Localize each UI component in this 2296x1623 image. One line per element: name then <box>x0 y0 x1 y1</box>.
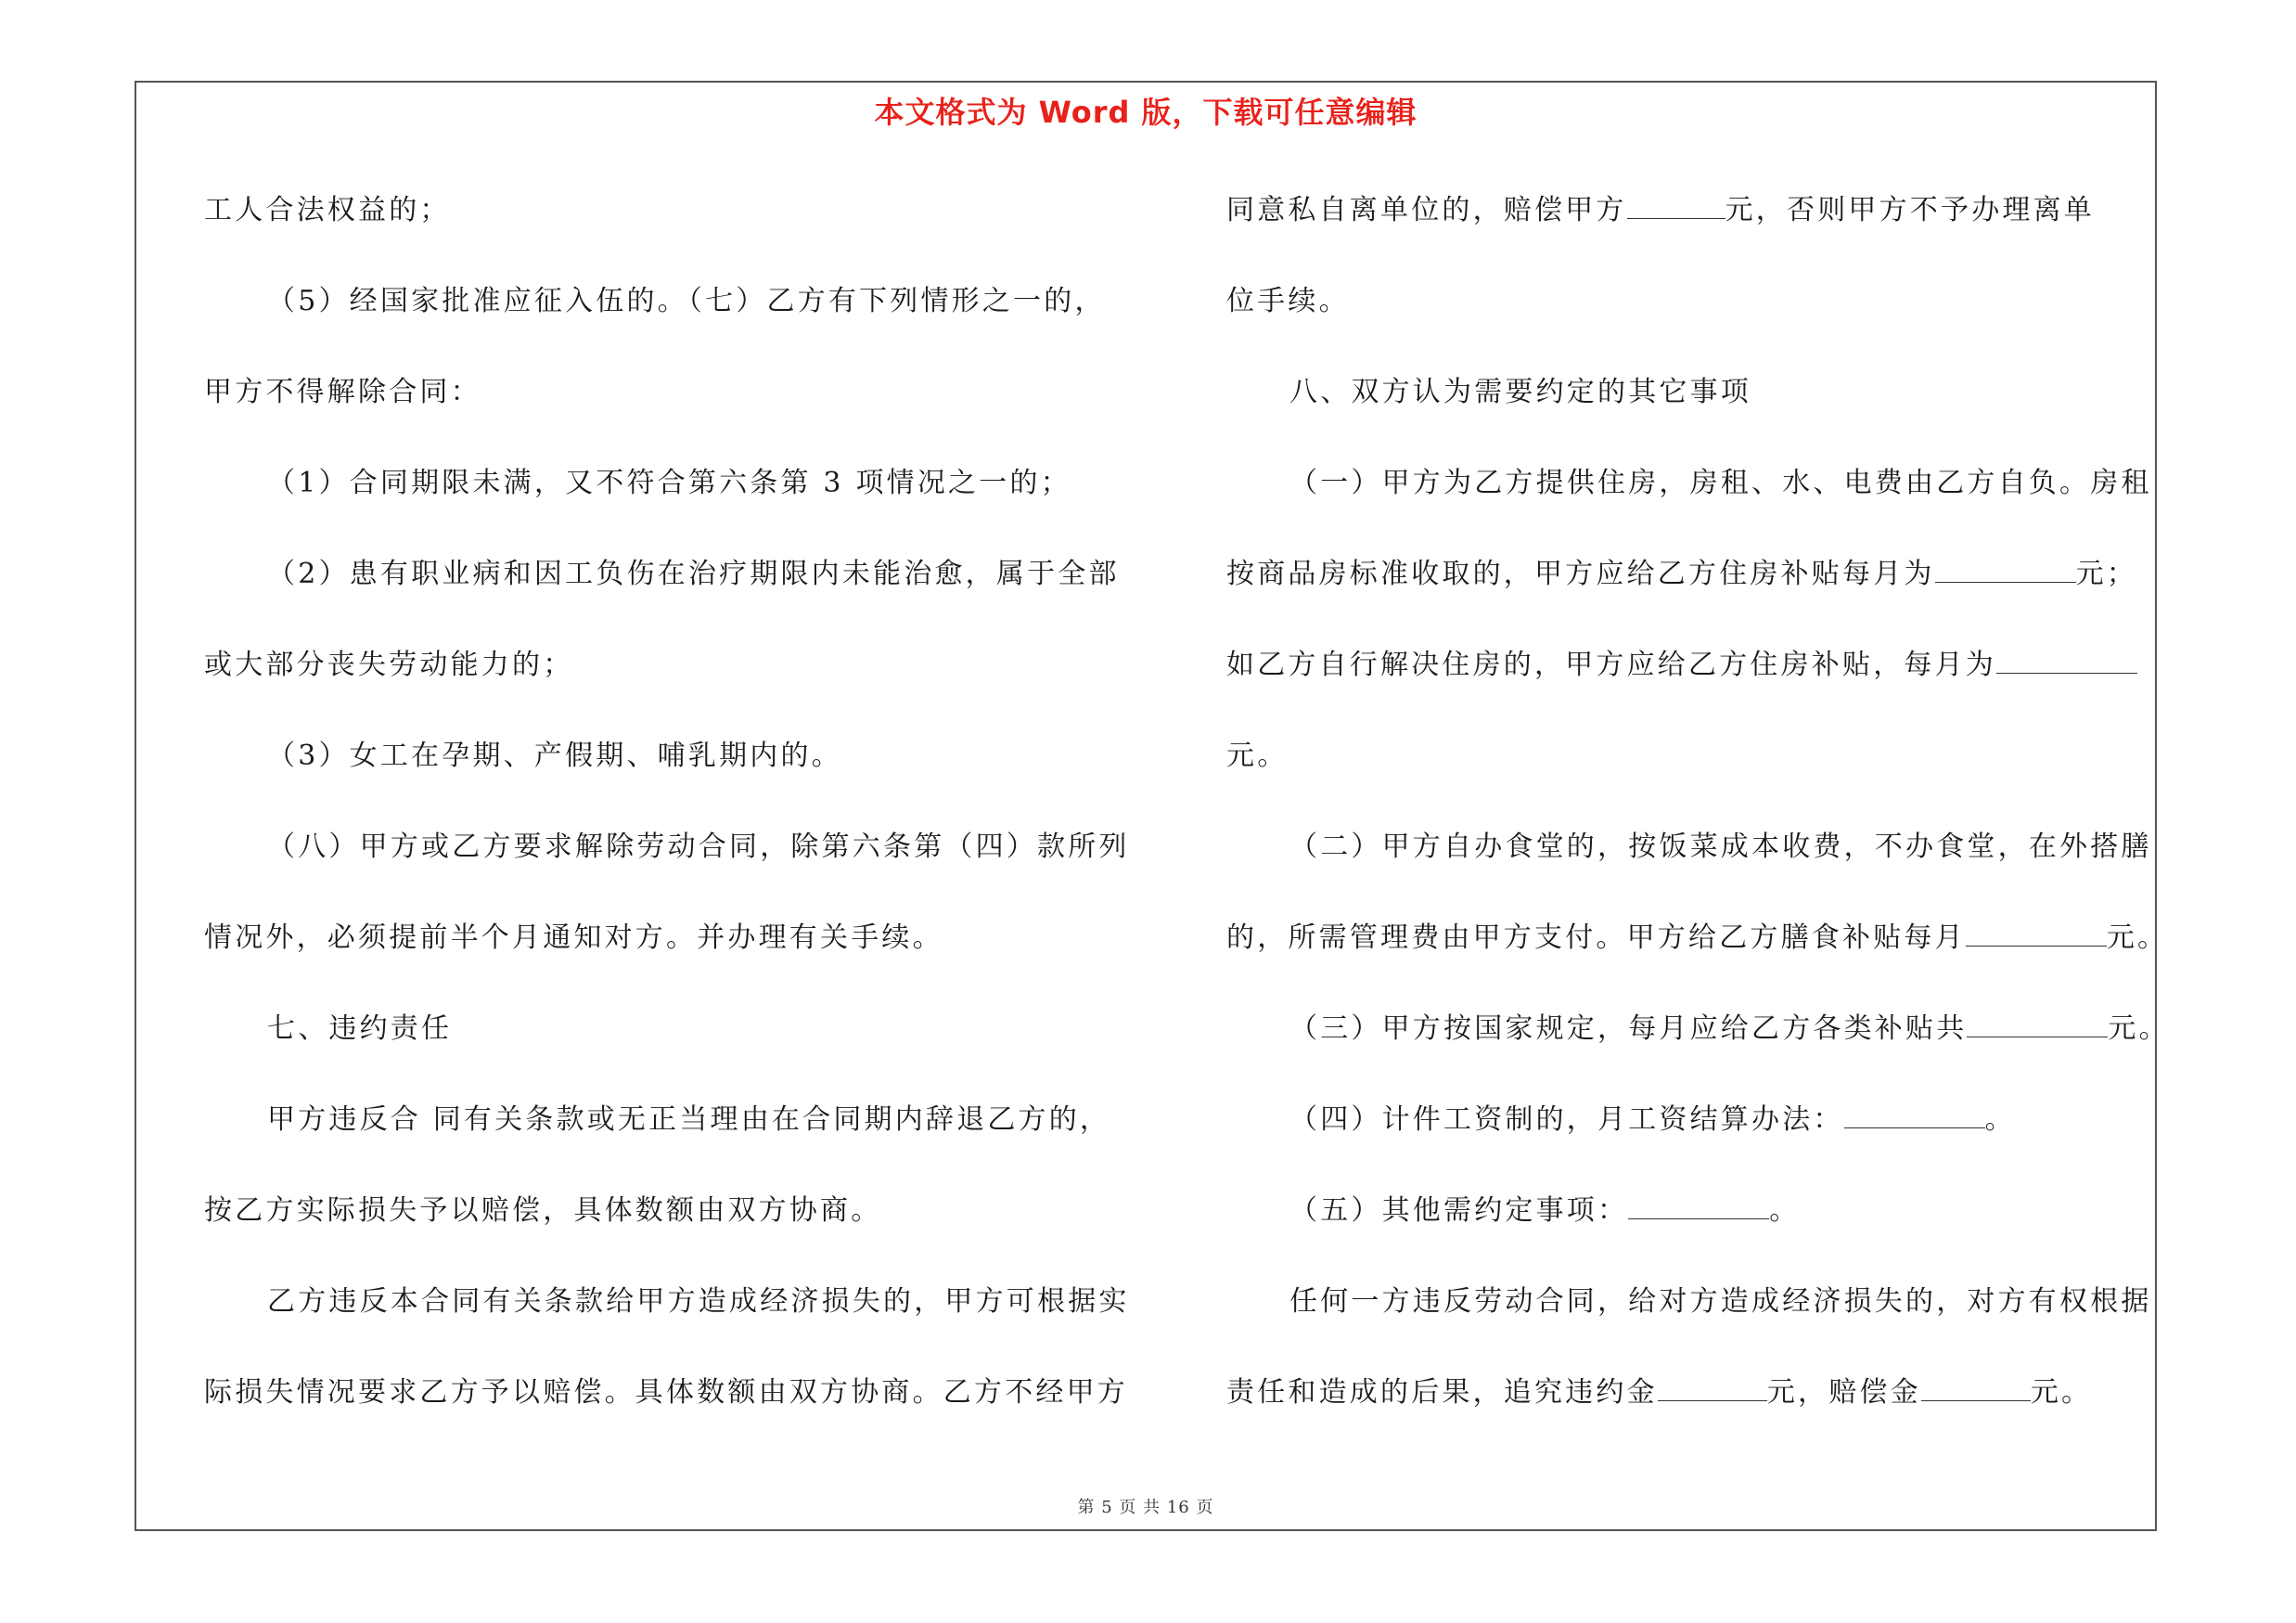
text-segment: 元。 <box>2108 1012 2170 1045</box>
fill-blank <box>1996 639 2137 674</box>
text-segment: 或大部分丧失劳动能力的； <box>204 649 574 681</box>
right-column <box>1226 182 2170 1455</box>
text-segment: 同意私自离单位的，赔偿甲方 <box>1226 194 1627 226</box>
right-line-5 <box>1226 546 2163 637</box>
right-line-9 <box>1226 909 2169 1000</box>
left-line-11 <box>204 1091 1132 1182</box>
text-segment: 。 <box>1984 1103 2016 1136</box>
fill-blank <box>1966 912 2107 947</box>
left-line-12 <box>204 1182 1132 1273</box>
section-heading: 七、违约责任 <box>267 1012 453 1045</box>
word-format-banner: 本文格式为 Word 版，下载可任意编辑 <box>874 95 1417 130</box>
right-line-6 <box>1226 637 2163 728</box>
text-segment: 情况外，必须提前半个月通知对方。并办理有关手续。 <box>204 921 943 954</box>
text-segment: 按商品房标准收取的，甲方应给乙方住房补贴每月为 <box>1226 558 1935 590</box>
left-line-14 <box>204 1364 1132 1455</box>
text-segment: 。 <box>1769 1194 1801 1227</box>
right-line-10 <box>1226 1000 2170 1091</box>
text-segment: 元，否则甲方不予办理离单 <box>1725 194 2096 226</box>
text-segment: 任何一方违反劳动合同，给对方造成经济损失的，对方有权根据 <box>1289 1285 2152 1318</box>
text-segment: 甲方违反合 同有关条款或无正当理由在合同期内辞退乙方的， <box>267 1103 1111 1136</box>
right-line-12 <box>1226 1182 2163 1273</box>
fill-blank <box>1935 548 2076 583</box>
text-segment: 元。 <box>2106 921 2169 954</box>
text-segment: 元。 <box>1226 740 1289 772</box>
right-line-13 <box>1226 1273 2163 1364</box>
left-line-3 <box>204 364 1132 455</box>
section-heading: 八、双方认为需要约定的其它事项 <box>1289 376 1751 408</box>
left-line-6 <box>204 637 1132 728</box>
text-segment: （3）女工在孕期、产假期、哺乳期内的。 <box>267 740 842 772</box>
fill-blank <box>1967 1003 2108 1037</box>
right-line-4 <box>1226 455 2163 546</box>
right-line-8 <box>1226 818 2163 909</box>
text-segment: （一）甲方为乙方提供住房，房租、水、电费由乙方自负。房租 <box>1289 467 2152 499</box>
right-line-2 <box>1226 273 2163 364</box>
text-segment: 元，赔偿金 <box>1766 1376 1921 1409</box>
fill-blank <box>1844 1094 1985 1128</box>
text-segment: 甲方不得解除合同： <box>204 376 481 408</box>
text-segment: 乙方违反本合同有关条款给甲方造成经济损失的，甲方可根据实 <box>267 1285 1130 1318</box>
text-segment: 元； <box>2075 558 2138 590</box>
text-segment: 如乙方自行解决住房的，甲方应给乙方住房补贴，每月为 <box>1226 649 1996 681</box>
left-line-10 <box>204 1000 1132 1091</box>
text-segment: 际损失情况要求乙方予以赔偿。具体数额由双方协商。乙方不经甲方 <box>204 1376 1128 1409</box>
left-line-1 <box>204 182 1132 273</box>
text-segment: （八）甲方或乙方要求解除劳动合同，除第六条第（四）款所列 <box>267 831 1130 863</box>
text-segment: 的，所需管理费由甲方支付。甲方给乙方膳食补贴每月 <box>1226 921 1966 954</box>
right-line-1 <box>1226 182 2163 273</box>
text-segment: （1）合同期限未满，又不符合第六条第 3 项情况之一的； <box>267 467 1071 499</box>
fill-blank <box>1921 1367 2031 1401</box>
text-segment: 工人合法权益的； <box>204 194 451 226</box>
fill-blank <box>1658 1367 1767 1401</box>
left-line-13 <box>204 1273 1132 1364</box>
left-line-2 <box>204 273 1132 364</box>
fill-blank <box>1628 1185 1769 1219</box>
text-segment: （五）其他需约定事项： <box>1289 1194 1629 1227</box>
left-column <box>204 182 1132 1455</box>
left-line-5 <box>204 546 1132 637</box>
left-line-8 <box>204 818 1132 909</box>
page-number-footer: 第 5 页 共 16 页 <box>1077 1498 1214 1517</box>
left-line-4 <box>204 455 1132 546</box>
right-line-11 <box>1226 1091 2163 1182</box>
right-line-3 <box>1226 364 2163 455</box>
text-segment: （2）患有职业病和因工负伤在治疗期限内未能治愈，属于全部 <box>267 558 1120 590</box>
text-segment: 责任和造成的后果，追究违约金 <box>1226 1376 1658 1409</box>
text-segment: （5）经国家批准应征入伍的。（七）乙方有下列情形之一的， <box>267 285 1106 317</box>
left-line-7 <box>204 728 1132 818</box>
right-line-7 <box>1226 728 2163 818</box>
text-segment: 位手续。 <box>1226 285 1350 317</box>
right-line-14 <box>1226 1364 2163 1455</box>
text-segment: （二）甲方自办食堂的，按饭菜成本收费，不办食堂，在外搭膳 <box>1289 831 2152 863</box>
left-line-9 <box>204 909 1132 1000</box>
text-segment: （四）计件工资制的，月工资结算办法： <box>1289 1103 1844 1136</box>
fill-blank <box>1627 185 1725 219</box>
text-segment: 元。 <box>2030 1376 2093 1409</box>
text-segment: 按乙方实际损失予以赔偿，具体数额由双方协商。 <box>204 1194 882 1227</box>
text-segment: （三）甲方按国家规定，每月应给乙方各类补贴共 <box>1289 1012 1968 1045</box>
